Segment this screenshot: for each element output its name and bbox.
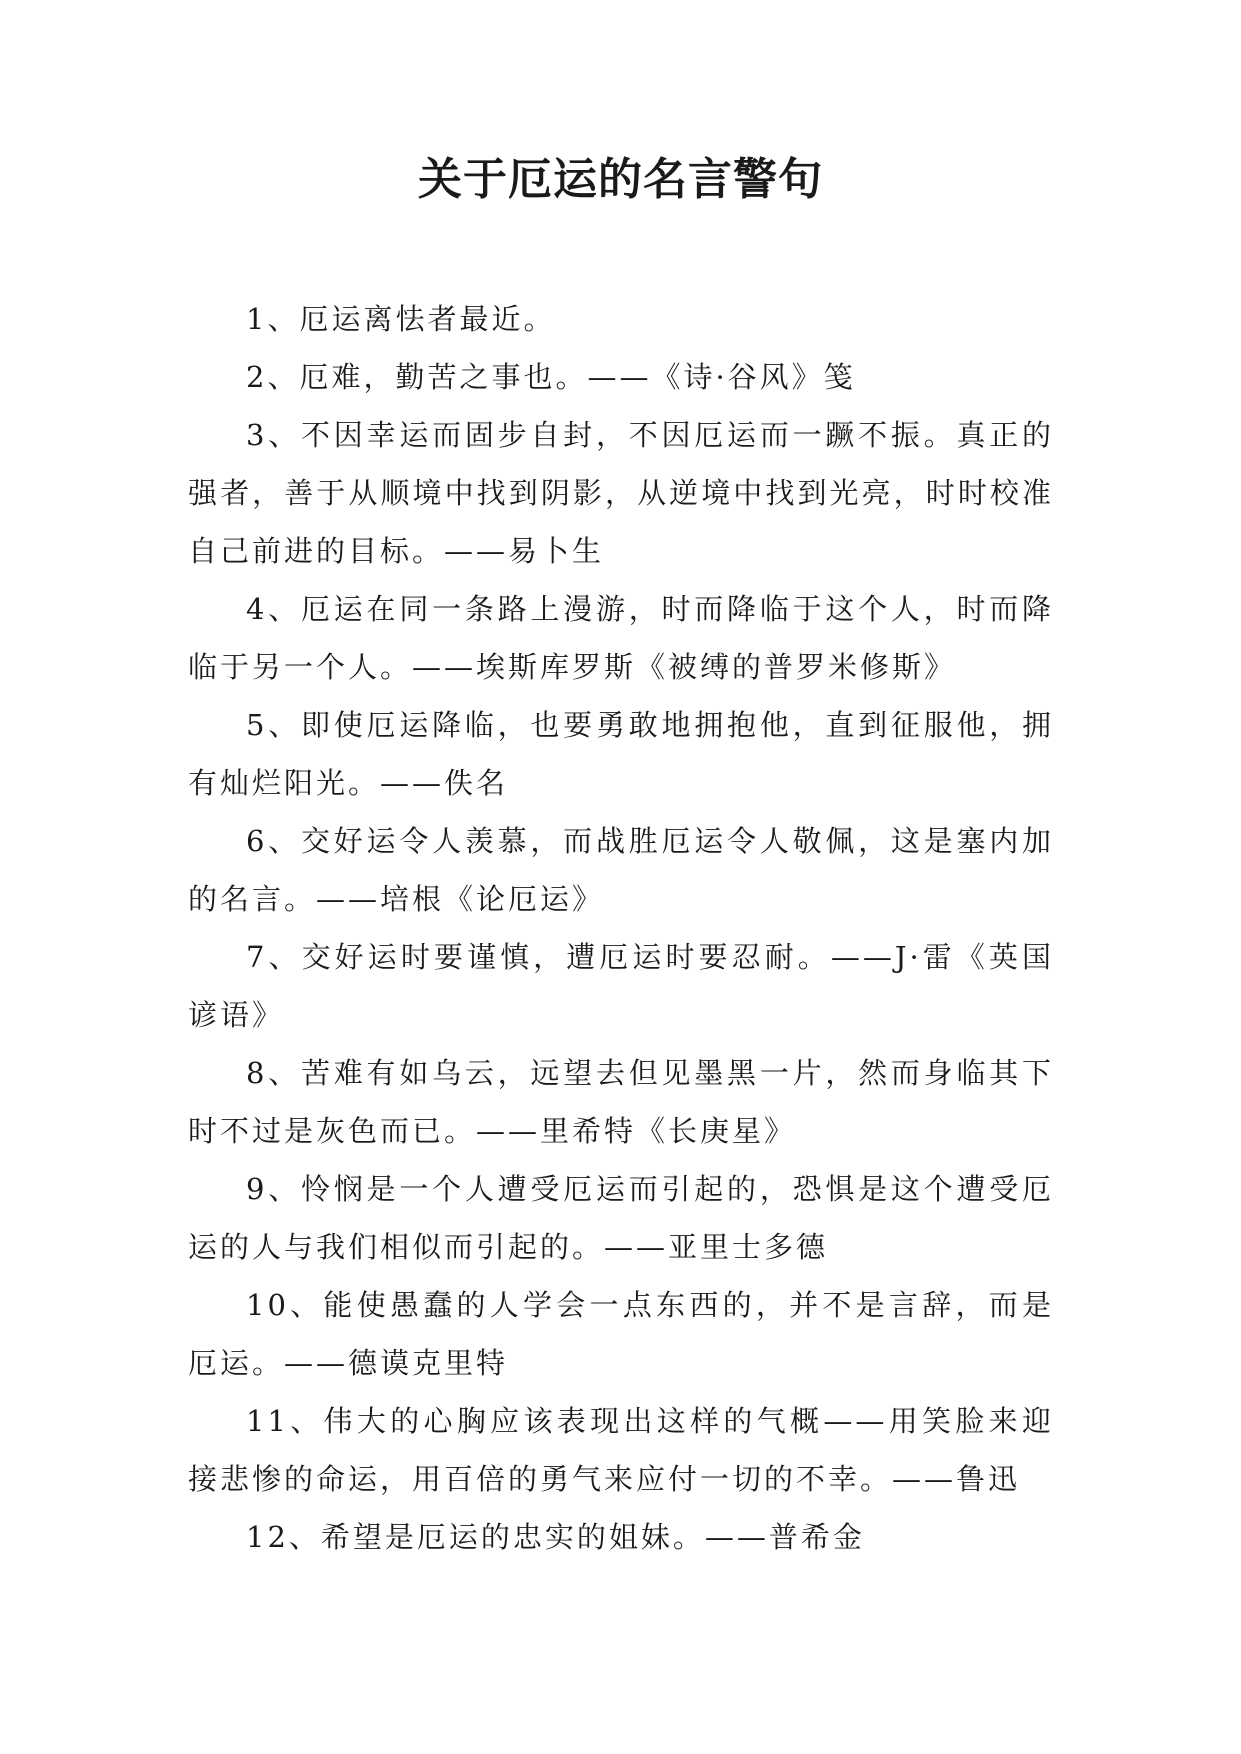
quote-paragraph: 8、苦难有如乌云，远望去但见墨黑一片，然而身临其下时不过是灰色而已。——里希特《长庚星》 (188, 1056, 1054, 1148)
quote-paragraph: 9、怜悯是一个人遭受厄运而引起的，恐惧是这个遭受厄运的人与我们相似而引起的。——亚里士多德 (188, 1172, 1054, 1264)
document-body (188, 290, 1054, 1566)
quote-paragraph: 3、不因幸运而固步自封，不因厄运而一蹶不振。真正的强者，善于从顺境中找到阴影，从逆境中找到光亮，时时校准自己前进的目标。——易卜生 (188, 418, 1054, 568)
quote-paragraph: 4、厄运在同一条路上漫游，时而降临于这个人，时而降临于另一个人。——埃斯库罗斯《被缚的普罗米修斯》 (188, 592, 1054, 684)
quote-paragraph: 1、厄运离怯者最近。 (246, 302, 556, 336)
quote-paragraph: 12、希望是厄运的忠实的姐妹。——普希金 (246, 1520, 865, 1554)
quote-paragraph: 7、交好运时要谨慎，遭厄运时要忍耐。——J·雷《英国谚语》 (188, 940, 1054, 1032)
quote-paragraph: 2、厄难，勤苦之事也。——《诗·谷风》笺 (246, 360, 856, 394)
quote-paragraph: 5、即使厄运降临，也要勇敢地拥抱他，直到征服他，拥有灿烂阳光。——佚名 (188, 708, 1054, 800)
quote-paragraph: 10、能使愚蠢的人学会一点东西的，并不是言辞，而是厄运。——德谟克里特 (188, 1288, 1054, 1380)
quote-paragraph: 6、交好运令人羡慕，而战胜厄运令人敬佩，这是塞内加的名言。——培根《论厄运》 (188, 824, 1054, 916)
page-title: 关于厄运的名言警句 (418, 154, 823, 205)
quote-paragraph: 11、伟大的心胸应该表现出这样的气概——用笑脸来迎接悲惨的命运，用百倍的勇气来应付一切的不幸。——鲁迅 (188, 1404, 1054, 1496)
